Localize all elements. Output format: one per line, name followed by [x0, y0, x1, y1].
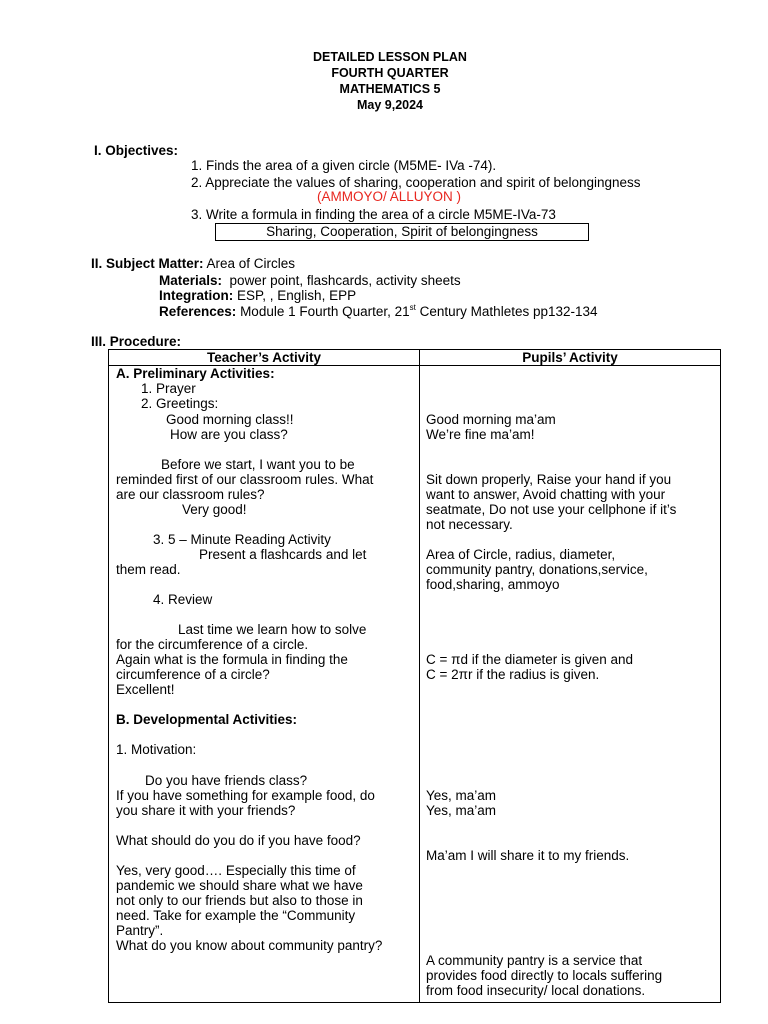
pupil-line: seatmate, Do not use your cellphone if it’s — [426, 502, 677, 517]
pupil-line: Ma’am I will share it to my friends. — [426, 848, 630, 863]
pupil-line: A community pantry is a service that — [426, 953, 643, 968]
teacher-line: not only to our friends but also to those in — [116, 893, 363, 908]
values-box: Sharing, Cooperation, Spirit of belongingness — [215, 223, 589, 241]
teacher-line: you share it with your friends? — [116, 803, 296, 818]
pupil-line: Yes, ma’am — [426, 803, 497, 818]
objective-1: 1. Finds the area of a given circle (M5ME- IVa -74). — [191, 158, 497, 173]
objective-2: 2. Appreciate the values of sharing, cooperation and spirit of belongingness — [191, 175, 641, 190]
teacher-line: B. Developmental Activities: — [116, 712, 298, 727]
teacher-line: Excellent! — [116, 682, 175, 697]
procedure-table-row — [109, 366, 721, 1003]
pupil-line: food,sharing, ammoyo — [426, 577, 560, 592]
teacher-line: 1. Prayer — [141, 381, 196, 396]
teacher-line: Very good! — [182, 502, 247, 517]
objective-2-note: (AMMOYO/ ALLUYON ) — [317, 189, 462, 204]
references-value-pre: Module 1 Fourth Quarter, 21 — [240, 304, 410, 319]
objective-3: 3. Write a formula in finding the area of a circle M5ME-IVa-73 — [191, 207, 556, 222]
teacher-line: 4. Review — [153, 592, 213, 607]
doc-date: May 9,2024 — [356, 98, 424, 112]
procedure-table — [108, 349, 721, 1003]
teacher-line: need. Take for example the “Community — [116, 908, 356, 923]
references-label: References: — [159, 304, 237, 319]
teacher-line: are our classroom rules? — [116, 487, 265, 502]
pupil-line: Area of Circle, radius, diameter, — [426, 547, 616, 562]
objectives-heading: I. Objectives: — [94, 143, 179, 158]
teacher-line: pandemic we should share what we have — [116, 878, 363, 893]
teacher-line: 2. Greetings: — [141, 396, 219, 411]
teacher-line: reminded first of our classroom rules. What — [116, 472, 374, 487]
pupil-line: Sit down properly, Raise your hand if you — [426, 472, 672, 487]
pupils-column-header: Pupils’ Activity — [420, 350, 721, 366]
teacher-line: What should do you do if you have food? — [116, 833, 361, 848]
teacher-line: Before we start, I want you to be — [161, 457, 355, 472]
doc-quarter: FOURTH QUARTER — [331, 66, 449, 80]
pupils-activity-cell — [420, 366, 721, 1003]
teacher-line: A. Preliminary Activities: — [116, 366, 275, 381]
pupil-line: C = 2πr if the radius is given. — [426, 667, 600, 682]
references-sup: st — [409, 303, 416, 312]
pupil-line: Good morning ma’am — [426, 412, 556, 427]
teacher-line: Last time we learn how to solve — [178, 622, 367, 637]
integration-value: ESP, , English, EPP — [237, 288, 357, 303]
pupil-line: We’re fine ma’am! — [426, 427, 535, 442]
references-value-post: Century Mathletes pp132-134 — [419, 304, 598, 319]
pupil-line: community pantry, donations,service, — [426, 562, 648, 577]
teacher-line: 3. 5 – Minute Reading Activity — [153, 532, 331, 547]
teacher-column-header: Teacher’s Activity — [109, 350, 420, 366]
procedure-heading: III. Procedure: — [91, 334, 182, 349]
doc-title: DETAILED LESSON PLAN — [313, 50, 467, 64]
subject-topic: Area of Circles — [206, 256, 296, 271]
teacher-line: What do you know about community pantry? — [116, 938, 383, 953]
teacher-line: circumference of a circle? — [116, 667, 270, 682]
references-line — [159, 304, 598, 319]
integration-label: Integration: — [159, 288, 234, 303]
teacher-line: If you have something for example food, do — [116, 788, 375, 803]
teacher-line: Again what is the formula in finding the — [116, 652, 348, 667]
pupil-line: Yes, ma’am — [426, 788, 497, 803]
integration-line — [159, 288, 356, 303]
pupil-line: from food insecurity/ local donations. — [426, 983, 646, 998]
teacher-line: for the circumference of a circle. — [116, 637, 309, 652]
materials-line — [159, 273, 461, 288]
pupil-line: provides food directly to locals suffering — [426, 968, 663, 983]
teacher-line: them read. — [116, 562, 181, 577]
teacher-line: Present a flashcards and let — [199, 547, 367, 562]
doc-subject: MATHEMATICS 5 — [339, 82, 441, 96]
pupil-line: want to answer, Avoid chatting with your — [426, 487, 666, 502]
teacher-line: Yes, very good…. Especially this time of — [116, 863, 356, 878]
teacher-line: How are you class? — [170, 427, 288, 442]
teacher-line: Good morning class!! — [166, 412, 294, 427]
procedure-table-header — [109, 350, 721, 366]
subject-matter-line — [91, 256, 295, 271]
teacher-activity-cell — [109, 366, 420, 1003]
materials-label: Materials: — [159, 273, 223, 288]
subject-matter-heading: II. Subject Matter: — [91, 256, 204, 271]
materials-value: power point, flashcards, activity sheets — [229, 273, 461, 288]
teacher-line: Pantry”. — [116, 923, 164, 938]
pupil-line: not necessary. — [426, 517, 513, 532]
teacher-line: 1. Motivation: — [116, 742, 197, 757]
teacher-line: Do you have friends class? — [145, 773, 308, 788]
pupil-line: C = πd if the diameter is given and — [426, 652, 634, 667]
